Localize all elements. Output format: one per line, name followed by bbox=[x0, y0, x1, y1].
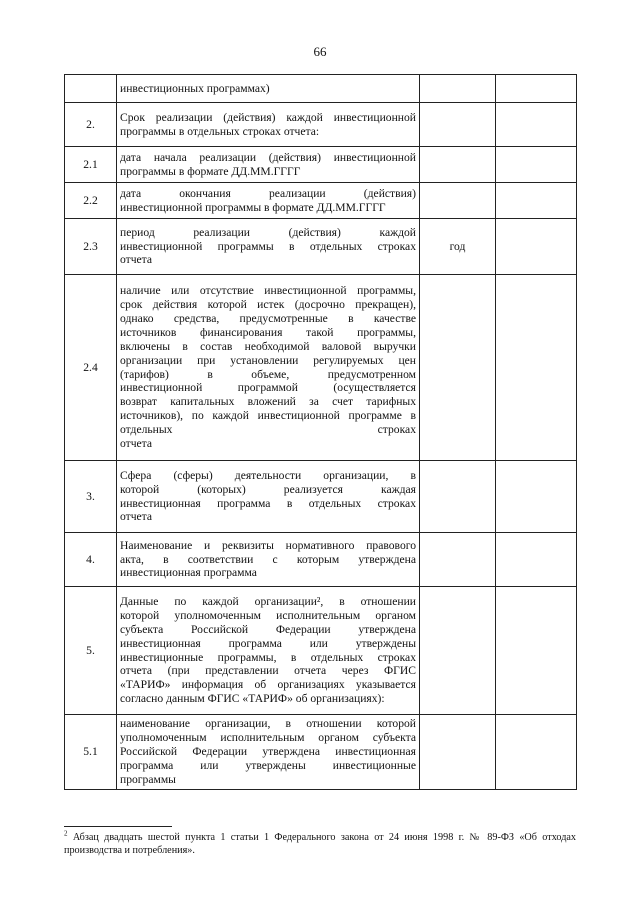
description-line: инвестиционных программах) bbox=[120, 81, 270, 95]
row-description bbox=[117, 715, 420, 790]
description-line: которой уполномоченным исполнительным органом bbox=[120, 608, 416, 622]
row-unit bbox=[420, 275, 496, 461]
description-line: программы bbox=[120, 772, 176, 786]
row-unit bbox=[420, 103, 496, 147]
row-unit bbox=[420, 587, 496, 715]
row-unit bbox=[420, 533, 496, 587]
description-line: дата начала реализации (действия) инвестиционной bbox=[120, 150, 416, 164]
row-description bbox=[117, 75, 420, 103]
row-description bbox=[117, 275, 420, 461]
row-number: 3. bbox=[65, 461, 117, 533]
row-description bbox=[117, 587, 420, 715]
description-line: (тарифов) в объеме, предусмотренном bbox=[120, 367, 416, 381]
description-line: источников финансирования такой программы, bbox=[120, 325, 416, 339]
row-description bbox=[117, 461, 420, 533]
row-description bbox=[117, 533, 420, 587]
row-number: 2.2 bbox=[65, 183, 117, 219]
description-line: программа или утверждены инвестиционные bbox=[120, 758, 416, 772]
description-line: отчета bbox=[120, 510, 153, 524]
description-line: срок действия которой истек (досрочно прекращен), bbox=[120, 297, 416, 311]
row-description bbox=[117, 103, 420, 147]
row-unit bbox=[420, 715, 496, 790]
row-number: 2.1 bbox=[65, 147, 117, 183]
footnote bbox=[64, 829, 576, 857]
row-unit: год bbox=[420, 219, 496, 275]
report-table bbox=[64, 74, 577, 790]
table-row bbox=[65, 103, 577, 147]
footnote-divider bbox=[64, 826, 172, 827]
row-description bbox=[117, 219, 420, 275]
description-line: инвестиционная программа в отдельных строках bbox=[120, 496, 416, 510]
table-row bbox=[65, 533, 577, 587]
description-line: отчета (при представлении отчета через ФГИС bbox=[120, 664, 416, 678]
row-value bbox=[496, 147, 577, 183]
description-line: отчета bbox=[120, 437, 153, 451]
description-line: акта, в соответствии с которым утверждена bbox=[120, 552, 416, 566]
footnote-text: Абзац двадцать шестой пункта 1 статьи 1 Федерального закона от 24 июня 1998 г. № 89-ФЗ «Об отходах производства и потребления». bbox=[64, 832, 576, 856]
description-line: согласно данным ФГИС «ТАРИФ» об организациях): bbox=[120, 692, 385, 706]
description-line: возврат капитальных вложений за счет тарифных bbox=[120, 395, 416, 409]
description-line: Срок реализации (действия) каждой инвестиционной bbox=[120, 110, 416, 124]
description-line: программы в отдельных строках отчета: bbox=[120, 124, 320, 138]
row-number: 2.3 bbox=[65, 219, 117, 275]
description-line: Наименование и реквизиты нормативного правового bbox=[120, 538, 416, 552]
table-row bbox=[65, 183, 577, 219]
row-value bbox=[496, 533, 577, 587]
row-unit bbox=[420, 461, 496, 533]
description-line: источников), по каждой инвестиционной программе в bbox=[120, 409, 416, 423]
table-row bbox=[65, 75, 577, 103]
footnote-marker: 2 bbox=[64, 829, 68, 838]
table-row bbox=[65, 275, 577, 461]
row-value bbox=[496, 587, 577, 715]
row-value bbox=[496, 103, 577, 147]
description-line: инвестиционной программы в отдельных строках bbox=[120, 239, 416, 253]
description-line: инвестиционной программы в формате ДД.ММ.ГГГГ bbox=[120, 200, 386, 214]
row-unit bbox=[420, 147, 496, 183]
row-value bbox=[496, 715, 577, 790]
description-line: Российской Федерации утверждена инвестиционная bbox=[120, 744, 416, 758]
table-row bbox=[65, 461, 577, 533]
row-description bbox=[117, 183, 420, 219]
description-line: отчета bbox=[120, 253, 153, 267]
row-number: 5. bbox=[65, 587, 117, 715]
description-line: наличие или отсутствие инвестиционной программы, bbox=[120, 284, 416, 298]
description-line: Данные по каждой организации², в отношении bbox=[120, 594, 416, 608]
description-line: однако средства, предусмотренные в качестве bbox=[120, 311, 416, 325]
description-line: субъекта Российской Федерации утверждена bbox=[120, 622, 416, 636]
description-line: «ТАРИФ» информация об организациях указывается bbox=[120, 678, 416, 692]
description-line: организации при установлении регулируемых цен bbox=[120, 353, 416, 367]
description-line: программы в формате ДД.ММ.ГГГГ bbox=[120, 164, 301, 178]
row-number: 5.1 bbox=[65, 715, 117, 790]
row-unit bbox=[420, 183, 496, 219]
table-row bbox=[65, 715, 577, 790]
row-number: 2.4 bbox=[65, 275, 117, 461]
row-number bbox=[65, 75, 117, 103]
row-value bbox=[496, 219, 577, 275]
page-number: 66 bbox=[313, 44, 327, 59]
description-line: отдельных строках bbox=[120, 423, 416, 437]
table-row bbox=[65, 587, 577, 715]
description-line: включены в состав необходимой валовой выручки bbox=[120, 339, 416, 353]
description-line: инвестиционная программа или утверждены bbox=[120, 636, 416, 650]
description-line: которой (которых) реализуется каждая bbox=[120, 482, 416, 496]
description-line: наименование организации, в отношении которой bbox=[120, 717, 416, 730]
row-number: 2. bbox=[65, 103, 117, 147]
description-line: уполномоченным исполнительным органом субъекта bbox=[120, 730, 416, 744]
row-description bbox=[117, 147, 420, 183]
row-unit bbox=[420, 75, 496, 103]
row-value bbox=[496, 275, 577, 461]
description-line: период реализации (действия) каждой bbox=[120, 225, 416, 239]
row-value bbox=[496, 461, 577, 533]
table-row bbox=[65, 219, 577, 275]
row-value bbox=[496, 75, 577, 103]
description-line: инвестиционные программы, в отдельных строках bbox=[120, 650, 416, 664]
description-line: инвестиционной программой (осуществляется bbox=[120, 381, 416, 395]
description-line: Сфера (сферы) деятельности организации, в bbox=[120, 468, 416, 482]
row-number: 4. bbox=[65, 533, 117, 587]
row-value bbox=[496, 183, 577, 219]
table-row bbox=[65, 147, 577, 183]
description-line: дата окончания реализации (действия) bbox=[120, 186, 416, 200]
description-line: инвестиционная программа bbox=[120, 566, 257, 580]
